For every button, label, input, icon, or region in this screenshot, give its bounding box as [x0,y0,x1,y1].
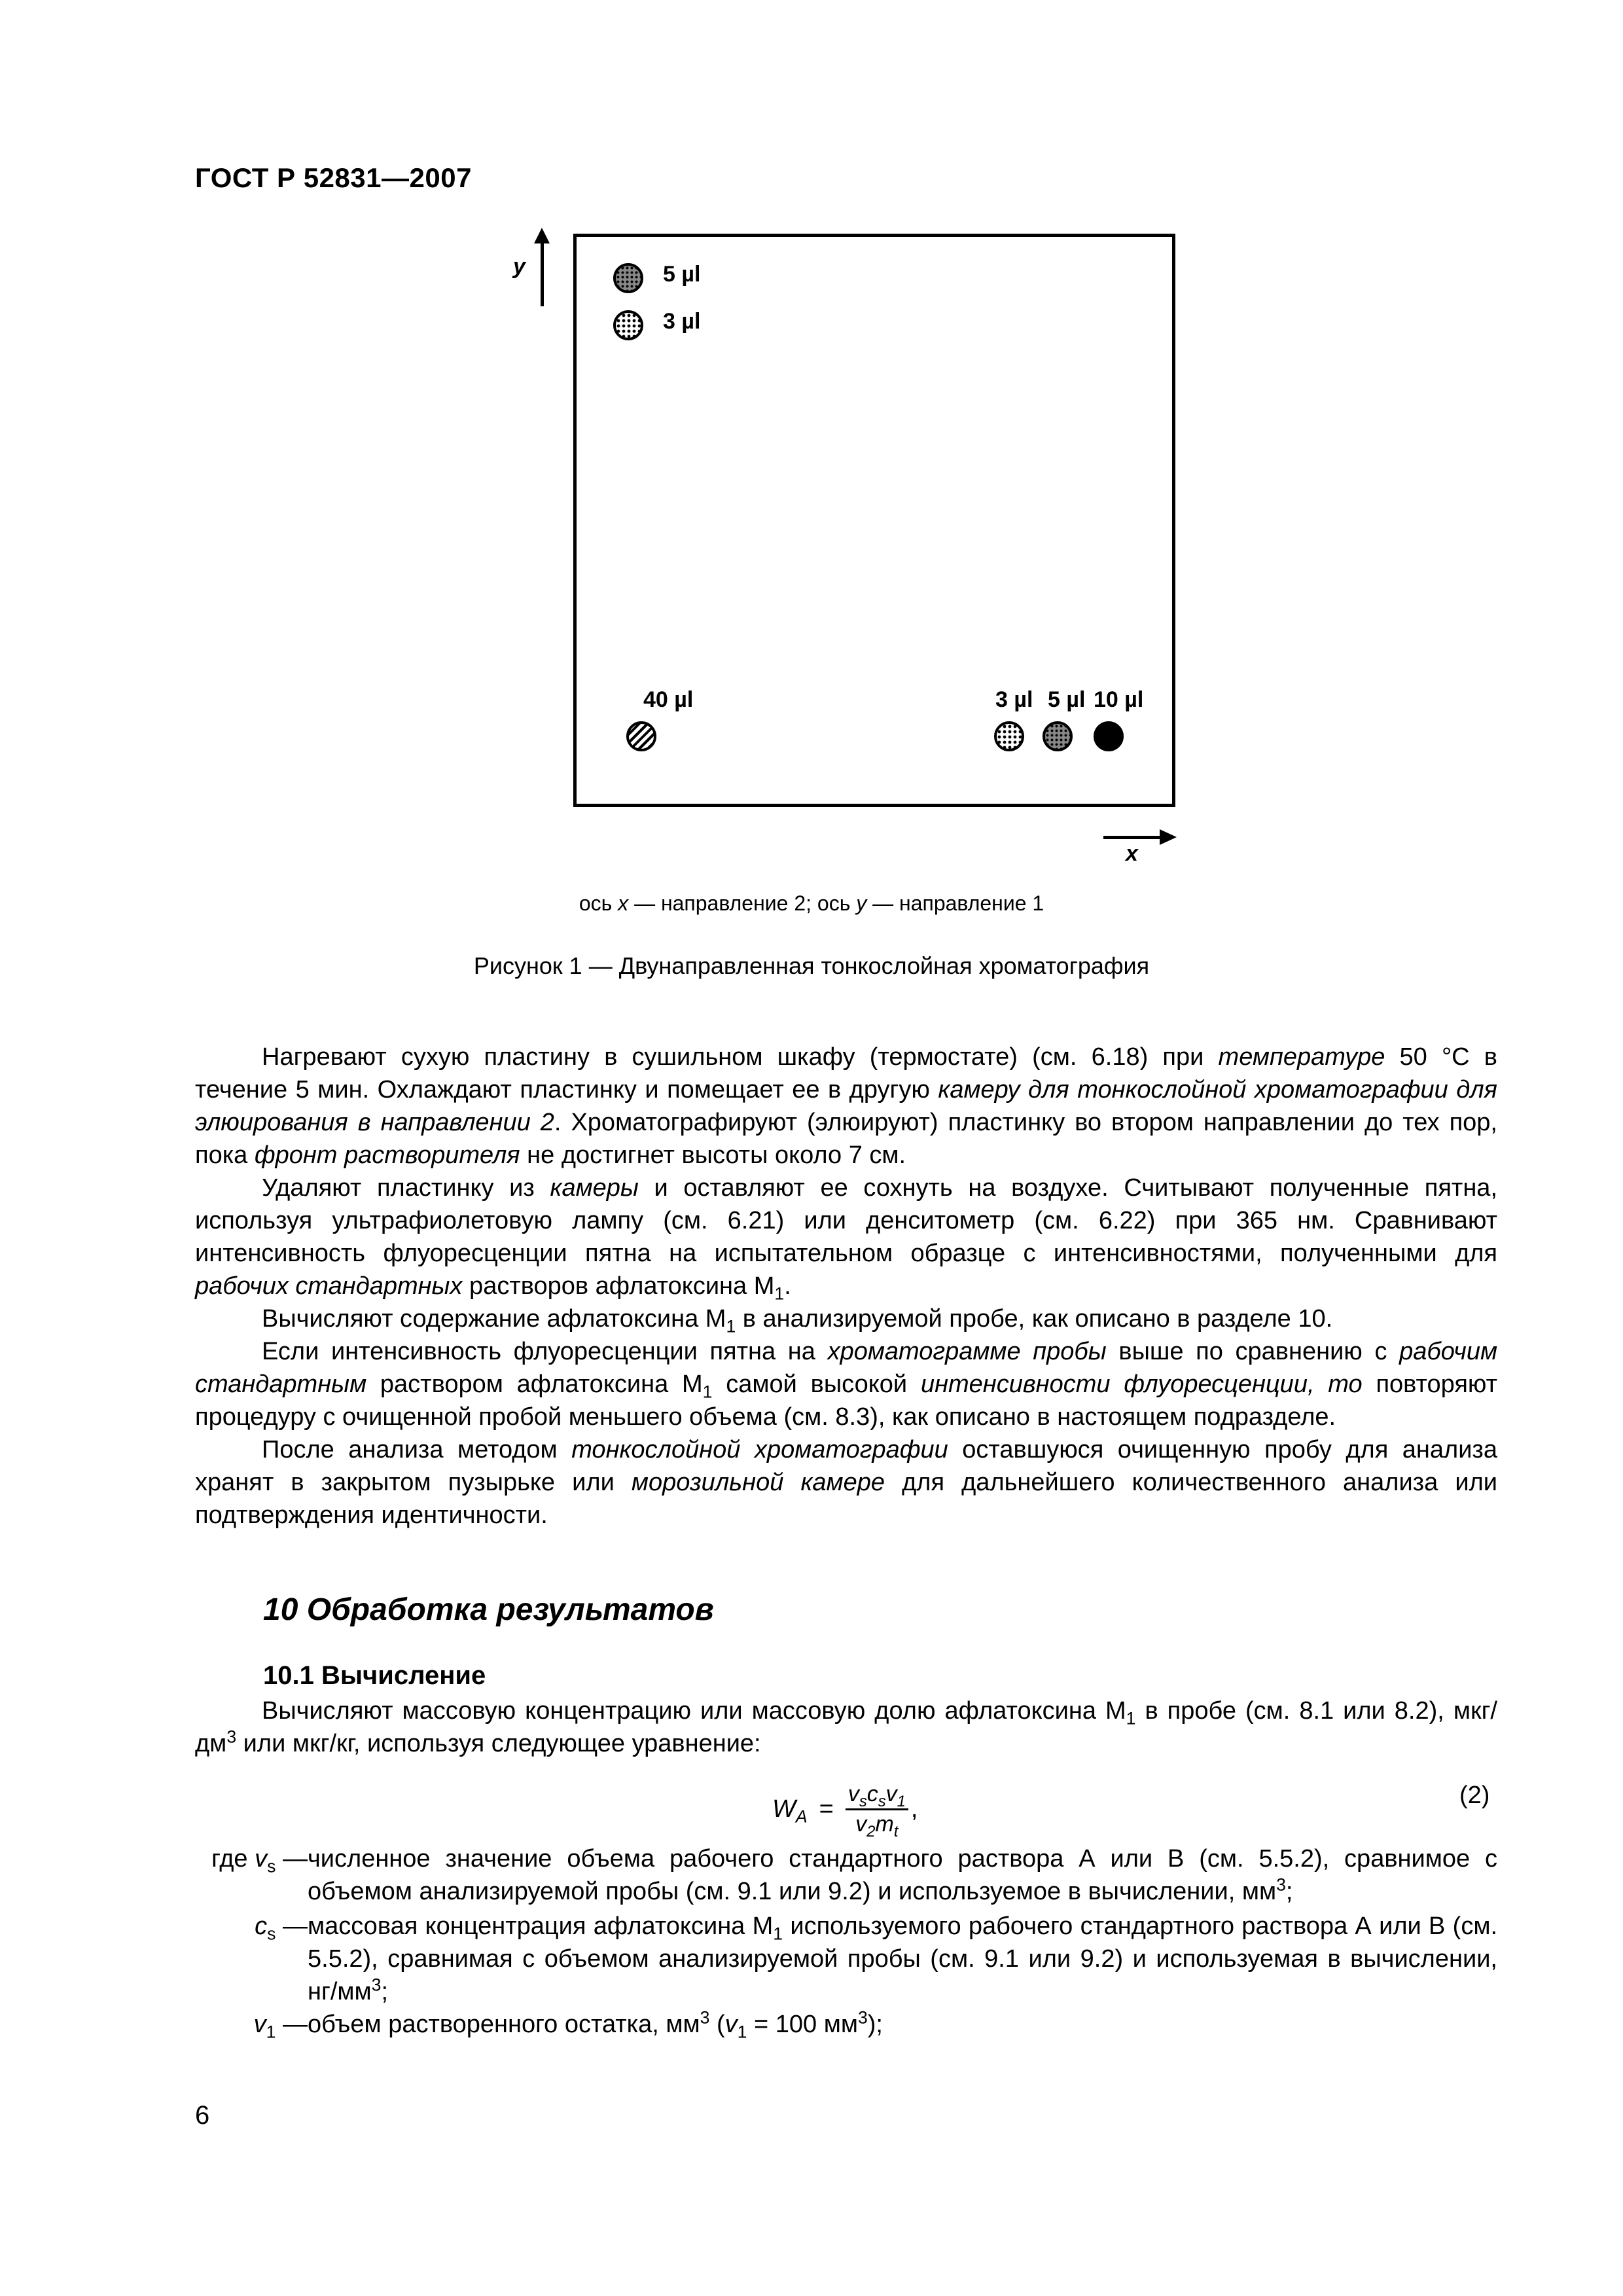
page-number: 6 [195,2101,210,2130]
definition-term: $v_1$ — [253,2011,308,2042]
section-title: 10 Обработка результатов [263,1592,714,1627]
paragraph: Удаляют пластинку из камеры и оставляют ее сохнуть на воздухе. Считывают полученные пятна, используя ультрафиолетовую лампу (см. 6.21) или денситометр (см. 6.22) при 365 нм. Сравнивают интенсивность флуоресценции пятна на испытательном образце с интенсивностями, полученными для рабочих стандартных растворов афлатоксина $М_1$. [195,1174,1497,1304]
axis-x-arrowhead [1160,829,1177,845]
axis-y-arrow [541,236,544,306]
formula-denominator: $v_2m_t$ [855,1812,899,1840]
figure-caption: Рисунок 1 — Двунаправленная тонкослойная хроматография [473,952,1150,979]
spot-5ul-bottom [1043,721,1073,751]
spot-10ul [1094,721,1124,751]
body-text [195,1041,1497,1532]
definition-cs [195,1910,1497,2008]
axis-x-label: x [1126,841,1138,866]
definition-desc: численное значение объема рабочего стандартного раствора А или В (см. 5.5.2), сравнимое с объемом анализируемой пробы (см. 9.1 или 9.2) и используемое в вычислении, $мм^3$; [308,1845,1497,1905]
paragraph: После анализа методом тонкослойной хроматографии оставшуюся очищенную пробу для анализа хранят в закрытом пузырьке или морозильной камере для дальнейшего количественного анализа или подтверждения идентичности. [195,1436,1497,1529]
paragraph: Нагревают сухую пластину в сушильном шкафу (термостате) (см. 6.18) при температуре 50 °С в течение 5 мин. Охлаждают пластинку и помещает ее в другую камеру для тонкослойной хроматографии для элюирования в направлении 2. Хроматографируют (элюируют) пластинку во втором направлении до тех пор, пока фронт растворителя не достигнет высоты около 7 см. [195,1043,1497,1169]
figure-note: ось x — направление 2; ось y — направление 1 [579,891,1044,915]
document-id: ГОСТ Р 52831—2007 [195,162,472,193]
axis-x-arrow [1103,836,1162,839]
definition-term: где $v_s$ — [211,1845,308,1876]
calc-text [195,1695,1497,1760]
spot-label: 3 µl [663,309,701,334]
definition-v1 [195,2008,1497,2041]
formula-numerator: $v_sc_sv_1$ [846,1782,908,1810]
equation-number: (2) [1459,1782,1490,1809]
paragraph: Вычисляют массовую концентрацию или массовую долю афлатоксина $М_1$ в пробе (см. 8.1 или 8.2), мкг/$дм^3$ или мкг/кг, используя следующее уравнение: [195,1697,1497,1757]
spot-5ul-top [613,263,643,293]
formula [772,1782,918,1840]
paragraph: Если интенсивность флуоресценции пятна на хроматограмме пробы выше по сравнению с рабочим стандартным раствором афлатоксина $М_1$ самой высокой интенсивности флуоресценции, то повторяют процедуру с очищенной пробой меньшего объема (см. 8.3), как описано в настоящем подразделе. [195,1338,1497,1431]
tlc-plate [573,234,1175,807]
formula-fraction [846,1782,908,1840]
spot-40ul [626,721,656,751]
paragraph: Вычисляют содержание афлатоксина $М_1$ в анализируемой пробе, как описано в разделе 10. [262,1305,1333,1336]
spot-label: 5 µl [1048,687,1086,712]
axis-y-label: y [513,254,526,279]
formula-lhs: $W_A$ [772,1795,808,1827]
formula-comma: , [910,1795,918,1823]
subsection-title: 10.1 Вычисление [263,1661,486,1690]
spot-3ul-bottom [994,721,1024,751]
formula-equals: = [819,1795,834,1823]
definition-term: $c_s$ — [255,1912,308,1944]
spot-label: 3 µl [995,687,1033,712]
spot-3ul-top [613,310,643,340]
spot-label: 5 µl [663,262,701,287]
definition-desc: объем растворенного остатка, $мм^3$ ($v_1 = 100$ $мм^3$); [308,2007,883,2042]
spot-label: 10 µl [1094,687,1144,712]
definition-desc: массовая концентрация афлатоксина $М_1$ используемого рабочего стандартного раствора А или В (см. 5.5.2), сравнимая с объемом анализируемой пробы (см. 9.1 или 9.2) и используемая в вычислении, $нг/мм^3$; [308,1912,1498,2005]
definition-vs [195,1842,1497,1908]
spot-label: 40 µl [643,687,694,712]
